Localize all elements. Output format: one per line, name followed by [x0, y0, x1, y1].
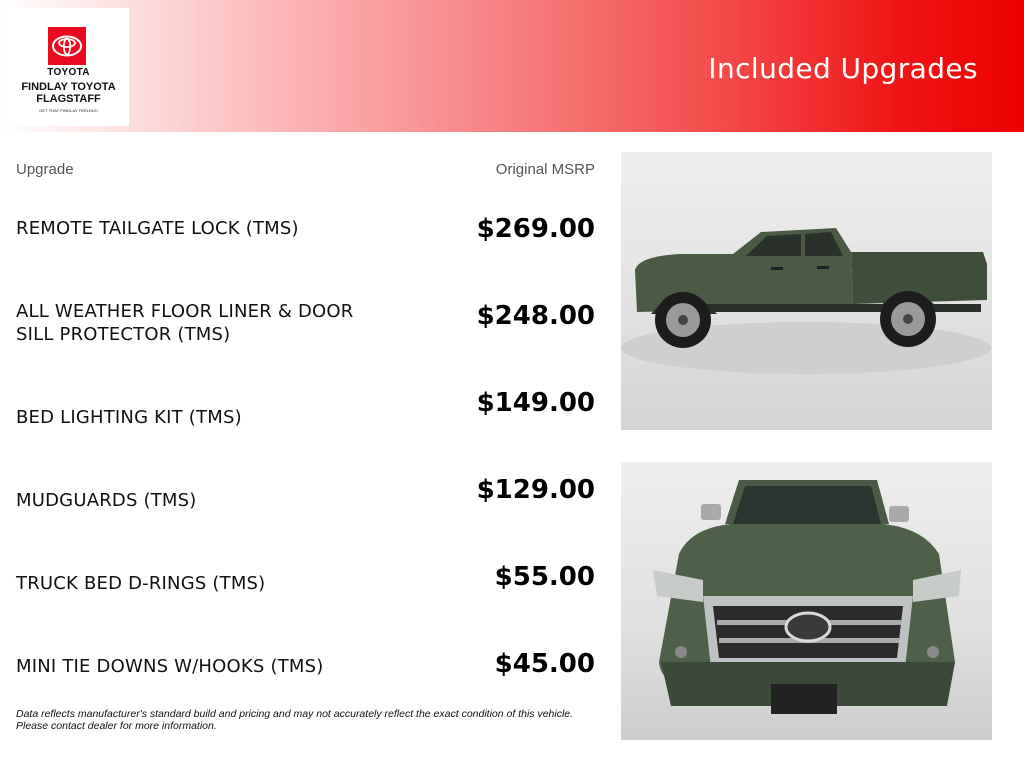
page-title: Included Upgrades: [708, 52, 978, 85]
upgrade-name: TRUCK BED D-RINGS (TMS): [16, 573, 266, 594]
truck-front-photo[interactable]: [621, 462, 992, 740]
dealer-logo[interactable]: [8, 8, 129, 126]
upgrade-name: MINI TIE DOWNS W/HOOKS (TMS): [16, 656, 324, 677]
logo-tagline: GET THAT FINDLAY FEELING!: [39, 108, 98, 113]
upgrade-price: $129.00: [476, 475, 595, 505]
upgrade-price: $45.00: [494, 649, 595, 679]
truck-side-photo[interactable]: [621, 152, 992, 430]
upgrade-price: $248.00: [476, 301, 595, 331]
logo-brand-text: TOYOTA: [47, 67, 90, 78]
upgrade-name: REMOTE TAILGATE LOCK (TMS): [16, 218, 299, 239]
upgrade-name: BED LIGHTING KIT (TMS): [16, 407, 242, 428]
column-header-msrp: Original MSRP: [495, 161, 595, 178]
upgrade-price: $149.00: [476, 388, 595, 418]
upgrade-price: $55.00: [494, 562, 595, 592]
disclaimer-text: Data reflects manufacturer's standard build and pricing and may not accurately reflect the exact condition of this vehicle. Please contact dealer for more information.: [16, 708, 574, 732]
logo-dealer-location: FLAGSTAFF: [36, 93, 101, 105]
column-header-upgrade: Upgrade: [16, 161, 74, 178]
toyota-emblem-icon: [48, 27, 86, 65]
upgrade-name: MUDGUARDS (TMS): [16, 490, 197, 511]
upgrade-price: $269.00: [476, 214, 595, 244]
header-banner: [0, 0, 1024, 132]
logo-dealer-name: FINDLAY TOYOTA: [21, 81, 116, 93]
upgrade-name: ALL WEATHER FLOOR LINER & DOOR SILL PROTECTOR (TMS): [16, 301, 354, 345]
